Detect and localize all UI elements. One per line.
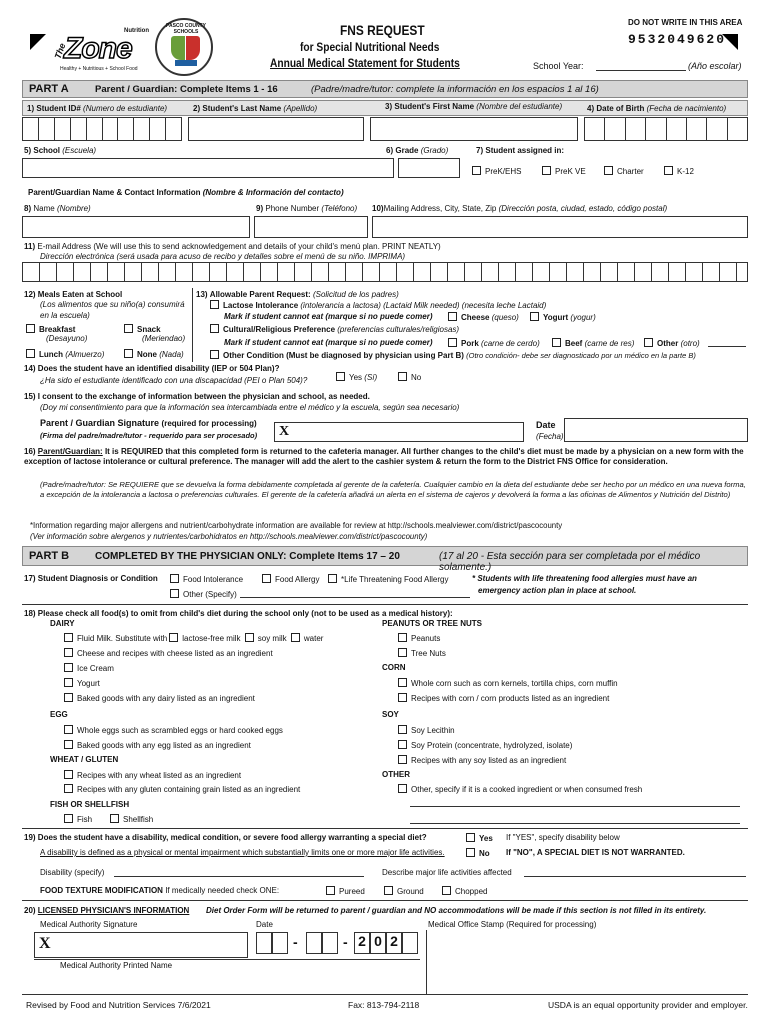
meal-breakfast[interactable]: Breakfast	[26, 324, 75, 334]
f9-label: 9) Phone Number (Teléfono)	[256, 204, 358, 213]
signature-x: X	[279, 424, 290, 439]
shellfish-item[interactable]: Shellfish	[110, 814, 153, 824]
student-id-input[interactable]	[22, 117, 182, 141]
special-diet-no-text: If "NO", A SPECIAL DIET IS NOT WARRANTED.	[506, 848, 685, 857]
checkbox[interactable]	[448, 338, 457, 347]
zone-logo-the: The	[52, 41, 68, 61]
dairy-heading: DAIRY	[50, 619, 75, 628]
footer-revised: Revised by Food and Nutrition Services 7/6/2021	[26, 1000, 211, 1010]
special-diet-yes-text: If "YES", specify disability below	[506, 833, 620, 842]
checkbox[interactable]	[442, 886, 451, 895]
disability-yes[interactable]: Yes (Sí)	[336, 372, 377, 382]
checkbox[interactable]	[466, 833, 475, 842]
f13-label: 13) Allowable Parent Request: (Solicitud de los padres)	[196, 290, 399, 299]
part-a-header	[22, 80, 748, 98]
checkbox[interactable]	[398, 633, 407, 642]
checkbox[interactable]	[530, 312, 539, 321]
printed-name-input[interactable]	[34, 958, 420, 960]
divider	[22, 900, 748, 901]
soy-heading: SOY	[382, 710, 399, 719]
f20-label: 20) LICENSED PHYSICIAN'S INFORMATION	[24, 906, 190, 915]
fish-item[interactable]: Fish	[64, 814, 92, 824]
checkbox[interactable]	[398, 372, 407, 381]
checkbox[interactable]	[210, 324, 219, 333]
f12-es1: (Los alimentos que su niño(a) consumirá	[40, 300, 185, 309]
consent-date-es: (Fecha)	[536, 432, 564, 441]
zone-logo-title: Zone	[64, 32, 132, 65]
dairy-item[interactable]: Yogurt	[64, 678, 100, 688]
checkbox[interactable]	[210, 300, 219, 309]
checkbox[interactable]	[664, 166, 673, 175]
describe-activities-label: Describe major life activities affected	[382, 868, 512, 877]
zone-logo	[50, 26, 170, 76]
checkbox[interactable]	[169, 633, 178, 642]
f15-label: 15) I consent to the exchange of information between the physician and school, as needed.	[24, 392, 370, 401]
physician-signature-input[interactable]	[34, 932, 248, 958]
dairy-item[interactable]: Cheese and recipes with cheese listed as an ingredient	[64, 648, 273, 658]
assigned-prek-ehs[interactable]: PreK/EHS	[472, 166, 521, 176]
part-a-title: Parent / Guardian: Complete Items 1 - 16	[95, 84, 278, 95]
seal-emblem-left	[171, 36, 185, 60]
consent-sig-label: Parent / Guardian Signature (required for processing)	[40, 418, 257, 428]
bottom-border	[22, 994, 748, 995]
consent-date-label: Date	[536, 420, 556, 430]
checkbox[interactable]	[64, 648, 73, 657]
other-option[interactable]: Other (otro)	[644, 338, 700, 348]
checkbox[interactable]	[552, 338, 561, 347]
disability-specify-input[interactable]	[114, 866, 364, 877]
checkbox[interactable]	[398, 693, 407, 702]
checkbox[interactable]	[26, 349, 35, 358]
soy-item[interactable]: Soy Protein (concentrate, hydrolyzed, isolate)	[398, 740, 572, 750]
divider	[22, 604, 748, 605]
checkbox[interactable]	[64, 740, 73, 749]
f10-label: 10)Mailing Address, City, State, Zip (Dirección posta, ciudad, estado, código postal)	[372, 204, 668, 213]
email-input[interactable]	[22, 262, 748, 282]
f17-note-2: emergency action plan in place at school.	[478, 586, 637, 595]
phone-input[interactable]	[254, 216, 368, 238]
special-diet-yes[interactable]: Yes	[466, 833, 493, 843]
checkbox[interactable]	[64, 678, 73, 687]
f16-es: (Padre/madre/tutor: Se REQUIERE que se devuelva la forma debidamente completada al gerente de la cafetería. Cualquier cambio en la dieta del estudiante debe ser hecho por un médico en una nueva forma, a excepción de la intolerancia a lactosa o preferencias culturales. El gerente de la cafetería añadirá un alerta en el sistema de cajeros y devolverá la forma a las oficinas de Alimentos y Nutrición del Distrito)	[40, 480, 746, 499]
special-diet-no[interactable]: No	[466, 848, 490, 858]
zone-logo-small: Nutrition	[124, 28, 149, 34]
f19-definition: A disability is defined as a physical or mental impairment which substantially limits one or more major life activities.	[40, 848, 445, 857]
f16-text: 16) Parent/Guardian: It is REQUIRED that this completed form is returned to the cafeteria manager. All further changes to the child's diet must be made by a physician on a new form with the exception of lactose intolerance or cultural preference. The manager will add the alert to the cashier system & return the form to the District FNS Office for consideration.	[24, 447, 744, 466]
texture-label: FOOD TEXTURE MODIFICATION If medically needed check ONE:	[40, 886, 280, 895]
signature-x: X	[39, 935, 51, 952]
wheat-heading: WHEAT / GLUTEN	[50, 755, 119, 764]
meal-snack[interactable]: Snack	[124, 324, 161, 334]
egg-item[interactable]: Baked goods with any egg listed as an ingredient	[64, 740, 251, 750]
checkbox[interactable]	[124, 324, 133, 333]
lactose-mark: Mark if student cannot eat (marque si no puede comer)	[224, 312, 433, 321]
f4-label: 4) Date of Birth (Fecha de nacimiento)	[587, 104, 727, 113]
medical-office-stamp[interactable]	[426, 930, 748, 994]
date-dash: -	[293, 934, 298, 950]
diag-other-input[interactable]	[240, 588, 470, 598]
do-not-write-label: DO NOT WRITE IN THIS AREA	[628, 18, 743, 27]
checkbox[interactable]	[210, 350, 219, 359]
checkbox[interactable]	[64, 663, 73, 672]
checkbox[interactable]	[64, 784, 73, 793]
f20-note: Diet Order Form will be returned to parent / guardian and NO accommodations will be made if this section is not filled in its entirety.	[206, 906, 707, 915]
peanuts-heading: PEANUTS OR TREE NUTS	[382, 619, 483, 628]
fluid-milk[interactable]: Fluid Milk. Substitute with lactose-free milk soy milk water	[64, 633, 323, 643]
peanut-item[interactable]: Peanuts	[398, 633, 440, 643]
f19-label: 19) Does the student have a disability, medical condition, or severe food allergy warranting a special diet?	[24, 833, 427, 842]
f15-es: (Doy mi consentimiento para que la información sea intercambiada entre el médico y la escuela, según sea necesario)	[40, 403, 460, 412]
divider	[192, 288, 193, 362]
checkbox[interactable]	[26, 324, 35, 333]
other-food-input-2[interactable]	[410, 814, 740, 824]
pasco-seal-text: PASCO COUNTY SCHOOLS	[166, 23, 206, 35]
cultural-option[interactable]: Cultural/Religious Preference (preferencias culturales/religiosas)	[210, 324, 459, 334]
checkbox[interactable]	[472, 166, 481, 175]
texture-ground[interactable]: Ground	[384, 886, 424, 896]
f6-label: 6) Grade (Grado)	[386, 146, 449, 155]
tree-nut-item[interactable]: Tree Nuts	[398, 648, 446, 658]
form-title: FNS REQUEST	[340, 22, 425, 38]
school-year-es: (Año escolar)	[688, 61, 742, 71]
checkbox[interactable]	[384, 886, 393, 895]
school-input[interactable]	[22, 158, 394, 178]
last-name-input[interactable]	[188, 117, 364, 141]
lactose-option[interactable]: Lactose Intolerance (intolerancia a lactosa) (Lactaid Milk needed) (necesita leche Lactaid)	[210, 300, 546, 310]
form-number: 9532049620	[628, 32, 727, 47]
date-day-1[interactable]	[306, 932, 322, 954]
f17-label: 17) Student Diagnosis or Condition	[24, 574, 158, 583]
f7-label: 7) Student assigned in:	[476, 146, 565, 155]
wheat-item[interactable]: Recipes with any gluten containing grain listed as an ingredient	[64, 784, 300, 794]
part-a-title-es: (Padre/madre/tutor: complete la información en los espacios 1 al 16)	[311, 84, 599, 95]
assigned-charter[interactable]: Charter	[604, 166, 644, 176]
stamp-label: Medical Office Stamp (Required for processing)	[428, 920, 597, 929]
checkbox[interactable]	[542, 166, 551, 175]
checkbox[interactable]	[398, 678, 407, 687]
part-b-header	[22, 546, 748, 573]
disability-specify-label: Disability (specify)	[40, 868, 105, 877]
checkbox[interactable]	[64, 725, 73, 734]
meal-none[interactable]: None (Nada)	[124, 349, 184, 359]
diag-life-threatening[interactable]: *Life Threatening Food Allergy	[328, 574, 448, 584]
grade-input[interactable]	[398, 158, 460, 178]
date-year-2: 0	[370, 932, 386, 954]
f1-label: 1) Student ID# (Numero de estudiante)	[27, 104, 168, 113]
f5-label: 5) School (Escuela)	[24, 146, 97, 155]
corn-item[interactable]: Whole corn such as corn kernels, tortilla chips, corn muffin	[398, 678, 618, 688]
dairy-item[interactable]: Ice Cream	[64, 663, 114, 673]
checkbox[interactable]	[336, 372, 345, 381]
date-dash: -	[343, 934, 348, 950]
diag-food-intolerance[interactable]: Food Intolerance	[170, 574, 243, 584]
other-food-item[interactable]: Other, specify if it is a cooked ingredient or when consumed fresh	[398, 784, 642, 794]
zone-logo-tagline: Healthy + Nutritious + School Food	[60, 66, 138, 72]
egg-heading: EGG	[50, 710, 68, 719]
yogurt-option[interactable]: Yogurt (yogur)	[530, 312, 596, 322]
date-year-3: 2	[386, 932, 402, 954]
f14-label: 14) Does the student have an identified disability (IEP or 504 Plan)?	[24, 364, 280, 373]
part-b-title: COMPLETED BY THE PHYSICIAN ONLY: Complete Items 17 – 20	[95, 551, 400, 562]
other-specify-input[interactable]	[708, 338, 746, 347]
contact-heading: Parent/Guardian Name & Contact Information (Nombre & Información del contacto)	[28, 188, 344, 197]
consent-sig-es: (Firma del padre/madre/tutor - requerido para ser procesado)	[40, 431, 258, 440]
checkbox[interactable]	[245, 633, 254, 642]
meal-breakfast-es: (Desayuno)	[46, 334, 88, 343]
meal-snack-es: (Meriendao)	[142, 334, 186, 343]
disability-no[interactable]: No	[398, 372, 421, 382]
date-month-2[interactable]	[272, 932, 288, 954]
checkbox[interactable]	[291, 633, 300, 642]
checkbox[interactable]	[398, 755, 407, 764]
checkbox[interactable]	[64, 814, 73, 823]
checkbox[interactable]	[262, 574, 271, 583]
physician-sig-label: Medical Authority Signature	[40, 920, 138, 929]
texture-pureed[interactable]: Pureed	[326, 886, 365, 896]
physician-date-label: Date	[256, 920, 273, 929]
part-b-title-es: (17 al 20 - Esta sección para ser completada por el médico solamente.)	[439, 551, 701, 573]
f12-es2: en la escuela)	[40, 311, 90, 320]
checkbox[interactable]	[466, 848, 475, 857]
fish-heading: FISH OR SHELLFISH	[50, 800, 130, 809]
checkbox[interactable]	[170, 589, 179, 598]
cheese-option[interactable]: Cheese (queso)	[448, 312, 519, 322]
checkbox[interactable]	[398, 784, 407, 793]
diag-other[interactable]: Other (Specify)	[170, 589, 237, 599]
checkbox[interactable]	[604, 166, 613, 175]
form-subtitle-2: Annual Medical Statement for Students	[270, 56, 460, 70]
footer-usda: USDA is an equal opportunity provider and employer.	[548, 1000, 748, 1010]
meal-lunch[interactable]: Lunch (Almuerzo)	[26, 349, 104, 359]
part-b-label: PART B	[29, 550, 70, 562]
checkbox[interactable]	[124, 349, 133, 358]
checkbox[interactable]	[326, 886, 335, 895]
assigned-k12[interactable]: K-12	[664, 166, 694, 176]
f3-label: 3) Student's First Name (Nombre del estudiante)	[385, 102, 563, 111]
soy-item[interactable]: Soy Lecithin	[398, 725, 455, 735]
consent-date-input[interactable]	[564, 418, 748, 442]
checkbox[interactable]	[170, 574, 179, 583]
school-year-input[interactable]	[596, 60, 686, 71]
wheat-item[interactable]: Recipes with any wheat listed as an ingredient	[64, 770, 241, 780]
assigned-prek-ve[interactable]: PreK VE	[542, 166, 586, 176]
f8-label: 8) Name (Nombre)	[24, 204, 91, 213]
form-subtitle: for Special Nutritional Needs	[300, 40, 440, 54]
other-food-input[interactable]	[410, 797, 740, 807]
checkbox[interactable]	[398, 648, 407, 657]
corner-mark-top-left	[30, 34, 46, 50]
date-day-2[interactable]	[322, 932, 338, 954]
footer-fax: Fax: 813-794-2118	[348, 1000, 420, 1010]
describe-activities-input[interactable]	[524, 866, 746, 877]
dairy-item[interactable]: Baked goods with any dairy listed as an ingredient	[64, 693, 255, 703]
pasco-seal	[155, 18, 213, 76]
f16-info-es: (Ver información sobre alergenos y nutrientes/carbohidratos en http://schools.mealviewer.com/district/pascocounty)	[30, 532, 428, 541]
fields-1-4-header	[22, 100, 748, 116]
corn-heading: CORN	[382, 663, 406, 672]
f14-es: ¿Ha sido el estudiante identificado con una discapacidad (PEI o Plan 504)?	[40, 376, 308, 385]
f16-info: *Information regarding major allergens and nutrient/carbohydrate information are available for review at http://schools.mealviewer.com/district/pascocounty	[30, 521, 563, 530]
f11-label: 11) E-mail Address (We will use this to send acknowledgement and details of your child's menú plan. PRINT NEATLY)	[24, 242, 441, 251]
address-input[interactable]	[372, 216, 748, 238]
checkbox[interactable]	[64, 633, 73, 642]
parent-name-input[interactable]	[22, 216, 250, 238]
egg-item[interactable]: Whole eggs such as scrambled eggs or hard cooked eggs	[64, 725, 283, 735]
checkbox[interactable]	[328, 574, 337, 583]
checkbox[interactable]	[110, 814, 119, 823]
f17-note-1: * Students with life threatening food allergies must have an	[472, 574, 697, 583]
date-year-4[interactable]	[402, 932, 418, 954]
f18-label: 18) Please check all food(s) to omit from child's diet during the school only (not to be used as a medical history):	[24, 609, 453, 618]
soy-item[interactable]: Recipes with any soy listed as an ingredient	[398, 755, 566, 765]
checkbox[interactable]	[64, 693, 73, 702]
school-year-label: School Year:	[533, 61, 584, 71]
part-a-label: PART A	[29, 83, 69, 95]
checkbox[interactable]	[448, 312, 457, 321]
cultural-mark: Mark if student cannot eat (marque si no puede comer)	[224, 338, 433, 347]
parent-signature-input[interactable]	[274, 422, 524, 442]
diag-food-allergy[interactable]: Food Allergy	[262, 574, 319, 584]
f11-es: Dirección electrónica (será usada para acuso de recibo y detalles sobre el menú de su niño. IMPRIMA)	[40, 252, 406, 261]
checkbox[interactable]	[644, 338, 653, 347]
pork-option[interactable]: Pork (carne de cerdo)	[448, 338, 540, 348]
texture-chopped[interactable]: Chopped	[442, 886, 487, 896]
corn-item[interactable]: Recipes with corn / corn products listed as an ingredient	[398, 693, 609, 703]
checkbox[interactable]	[398, 725, 407, 734]
printed-name-label: Medical Authority Printed Name	[60, 961, 173, 970]
date-month-1[interactable]	[256, 932, 272, 954]
dob-input[interactable]	[584, 117, 748, 141]
checkbox[interactable]	[398, 740, 407, 749]
seal-emblem-bottom	[175, 60, 197, 66]
other-heading: OTHER	[382, 770, 410, 779]
beef-option[interactable]: Beef (carne de res)	[552, 338, 634, 348]
f2-label: 2) Student's Last Name (Apellido)	[193, 104, 318, 113]
first-name-input[interactable]	[370, 117, 578, 141]
checkbox[interactable]	[64, 770, 73, 779]
f12-label: 12) Meals Eaten at School	[24, 290, 123, 299]
divider	[22, 828, 748, 829]
other-condition-option[interactable]: Other Condition (Must be diagnosed by physician using Part B) (Otro condición- debe ser diagnosticado por un médico en la parte B)	[210, 350, 696, 360]
date-year-1: 2	[354, 932, 370, 954]
seal-emblem-right	[186, 36, 200, 60]
